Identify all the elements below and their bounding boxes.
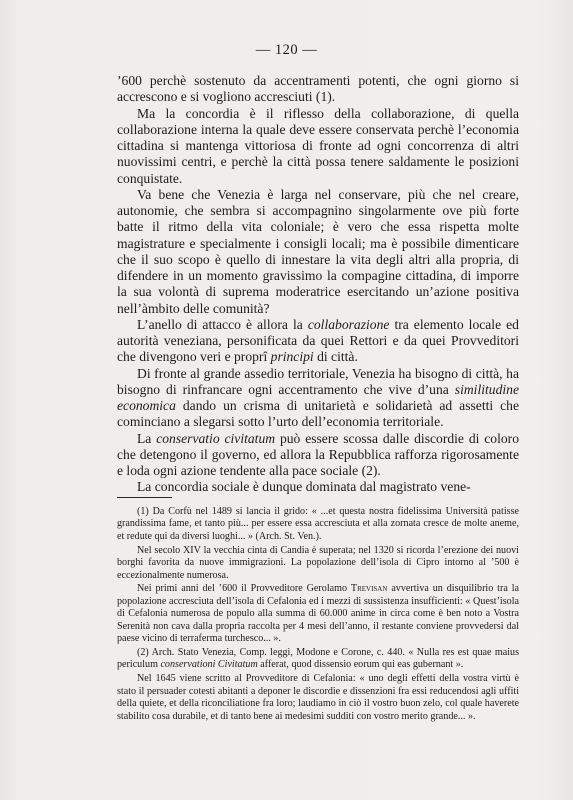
text-run: di città. <box>313 349 358 365</box>
footnote <box>117 506 519 543</box>
text-run: La concordia sociale è dunque dominata dal magistrato vene- <box>137 479 471 495</box>
footnote <box>117 583 519 645</box>
paragraph <box>117 317 519 366</box>
footnote-divider <box>117 497 172 498</box>
footnote <box>117 647 519 672</box>
text-run: tra elemento locale ed autorità veneziana, personificata da quei Rettori e da quei Provveditori che divengono veri e proprî <box>117 316 519 365</box>
text-run: Nel 1645 viene scritto al Provveditore di Cefalonia: « uno degli effetti della vostra virtù è stato il persuader cotesti abitanti a deponer le discordie e dissenzioni fra essi reducendosi agli uffiti della quiete, et della riconciliatione fra loro; laudiamo in ciò il vostro buon zelo, col quale haverete stabilito cosa durabile, et di tanto bene ai medesimi sudditi con vostro merito grande... ». <box>117 673 519 722</box>
text-run: La <box>137 430 157 446</box>
text-run: Nel secolo XIV la vecchia cinta di Candia è superata; nel 1320 si ricorda l’erezione dei nuovi borghi favorita da nuove immigrazioni. La popolazione dell’isola di Cipro intorno al ’500 è eccezionalmente numerosa. <box>117 544 519 581</box>
paragraph <box>117 479 519 495</box>
paragraph <box>117 73 519 106</box>
text-run: Di fronte al grande assedio territoriale, Venezia ha bisogno di città, ha bisogno di rinfrancare ogni accentramento che vive d’una <box>117 365 519 397</box>
text-run: Nei primi anni del ’600 il Provveditore Gerolamo <box>137 583 351 595</box>
small-caps-text: Trevisan <box>350 583 388 595</box>
text-run: dando un crisma di unitarietà e solidarietà ad assetti che cominciano a slegarsi sotto l’urto dell’economia territoriale. <box>117 398 519 430</box>
text-run: (2) Arch. Stato Venezia, Comp. leggi, Modone e Corone, c. 440. « Nulla res est quae maius periculum <box>117 646 519 671</box>
main-text <box>117 73 519 496</box>
footnote <box>117 545 519 582</box>
paragraph <box>117 187 519 317</box>
text-run: Va bene che Venezia è larga nel conservare, più che nel creare, autonomie, che sembra si accompagnino singolarmente ove più forte batte il ritmo della vita coloniale; è vero che essa rispetta molte magistrature e specialmente i consigli locali; ma è possibile dimenticare che il suo scopo è quello di innestare la vita degli altri alla propria, di difendere in un momento gravissimo la compagine cittadina, di imporre la sua volontà di suprema moderatrice esercitando un’azione positiva nell’àmbito delle comunità? <box>117 186 519 316</box>
italic-text: conservationi Civitatum <box>160 659 258 671</box>
text-run: avvertiva un disquilibrio tra la popolazione accresciuta dell’isola di Cefalonia ed i mezzi di sussistenza insufficienti: « Quest’isola di Cefalonia numerosa de populo alla summa di 60.000 anime in circa come è ben noto a Vostra Serenità non cava dalla propria raccolta per 4 mesi dell’anno, il restante conviene provvedersi dal paese vicino di terraferma turchesco... ». <box>117 583 519 645</box>
paragraph <box>117 366 519 431</box>
text-run: Ma la concordia è il riflesso della collaborazione, di quella collaborazione interna la quale deve essere conservata perchè l’economia cittadina si mantenga vittoriosa di fronte ad ogni concorrenza di altri nuovissimi centri, e perchè la città possa tenere saldamente le posizioni conquistate. <box>117 105 519 186</box>
paragraph <box>117 431 519 480</box>
text-run: (1) Da Corfù nel 1489 si lancia il grido: « ...et questa nostra fidelissima Università patisse grandissima fame, et tanto più... per essere essa accresciuta et alla zornata cresce de molte aneme, et redute qui da diversi luoghi... » (Arch. St. Ven.). <box>117 506 519 542</box>
paragraph <box>117 106 519 187</box>
text-run: L’anello di attacco è allora la <box>137 316 308 332</box>
text-run: può essere scossa dalle discordie di coloro che detengono il governo, ed allora la Repubblica rafforza rigorosamente e loda ogni azione tendente alla pace sociale (2). <box>117 430 519 478</box>
italic-text: similitudine economica <box>117 381 519 413</box>
footnote <box>117 673 519 723</box>
footnotes <box>117 506 519 724</box>
page-number: — 120 — <box>255 42 318 58</box>
text-run: ’600 perchè sostenuto da accentramenti potenti, che ogni giorno si accrescono e si vogliono accresciuti (1). <box>117 73 519 105</box>
italic-text: collaborazione <box>307 316 390 332</box>
italic-text: principi <box>270 349 314 365</box>
italic-text: conservatio civitatum <box>156 430 276 446</box>
text-run: afferat, quod dissensio eorum qui eas gubernant ». <box>257 659 464 671</box>
